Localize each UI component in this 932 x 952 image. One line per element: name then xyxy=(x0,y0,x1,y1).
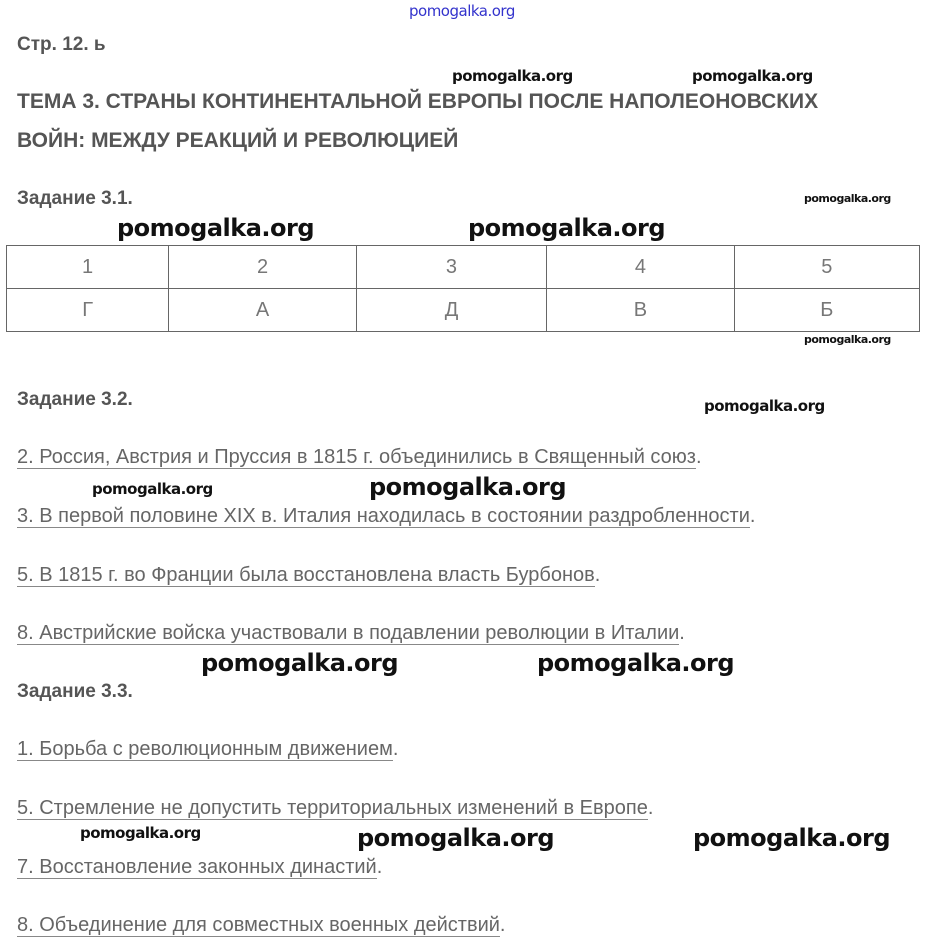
watermark: pomogalka.org xyxy=(201,649,399,677)
list-item: 7. Восстановление законных династий. xyxy=(17,856,383,878)
watermark: pomogalka.org xyxy=(537,649,735,677)
table-cell: 1 xyxy=(7,246,169,289)
table-cell: В xyxy=(547,289,735,332)
watermark: pomogalka.org xyxy=(468,214,666,242)
table-header-row xyxy=(7,246,920,289)
watermark: pomogalka.org xyxy=(357,824,555,852)
watermark: pomogalka.org xyxy=(452,67,573,85)
watermark: pomogalka.org xyxy=(704,397,825,415)
table-cell: 3 xyxy=(356,246,546,289)
topic-title-line1: ТЕМА 3. СТРАНЫ КОНТИНЕНТАЛЬНОЙ ЕВРОПЫ ПОСЛЕ НАПОЛЕОНОВСКИХ xyxy=(17,90,819,113)
table-cell: 2 xyxy=(169,246,357,289)
list-item: 5. В 1815 г. во Франции была восстановлена власть Бурбонов. xyxy=(17,564,601,586)
topic-title-line2: ВОЙН: МЕЖДУ РЕАКЦИЙ И РЕВОЛЮЦИЕЙ xyxy=(17,129,459,152)
task-3-1-heading: Задание 3.1. xyxy=(17,188,133,209)
table-cell: 4 xyxy=(547,246,735,289)
list-item: 3. В первой половине XIX в. Италия находилась в состоянии раздробленности. xyxy=(17,505,756,527)
watermark: pomogalka.org xyxy=(693,824,891,852)
table-cell: 5 xyxy=(734,246,919,289)
table-cell: А xyxy=(169,289,357,332)
list-item: 8. Объединение для совместных военных действий. xyxy=(17,914,506,936)
list-item: 5. Стремление не допустить территориальных изменений в Европе. xyxy=(17,797,654,819)
watermark: pomogalka.org xyxy=(692,67,813,85)
watermark: pomogalka.org xyxy=(804,192,891,205)
watermark: pomogalka.org xyxy=(369,473,567,501)
watermark: pomogalka.org xyxy=(92,480,213,498)
table-cell: Д xyxy=(356,289,546,332)
watermark: pomogalka.org xyxy=(117,214,315,242)
table-row xyxy=(7,289,920,332)
table-cell: Г xyxy=(7,289,169,332)
task-3-2-heading: Задание 3.2. xyxy=(17,389,133,410)
list-item: 8. Австрийские войска участвовали в подавлении революции в Италии. xyxy=(17,622,685,644)
list-item: 2. Россия, Австрия и Пруссия в 1815 г. объединились в Священный союз. xyxy=(17,446,702,468)
watermark: pomogalka.org xyxy=(80,824,201,842)
table-cell: Б xyxy=(734,289,919,332)
task-3-3-heading: Задание 3.3. xyxy=(17,681,133,702)
watermark: pomogalka.org xyxy=(409,2,515,20)
page-reference: Стр. 12. ь xyxy=(17,34,106,55)
answer-table xyxy=(6,245,920,332)
watermark: pomogalka.org xyxy=(804,333,891,346)
list-item: 1. Борьба с революционным движением. xyxy=(17,738,399,760)
